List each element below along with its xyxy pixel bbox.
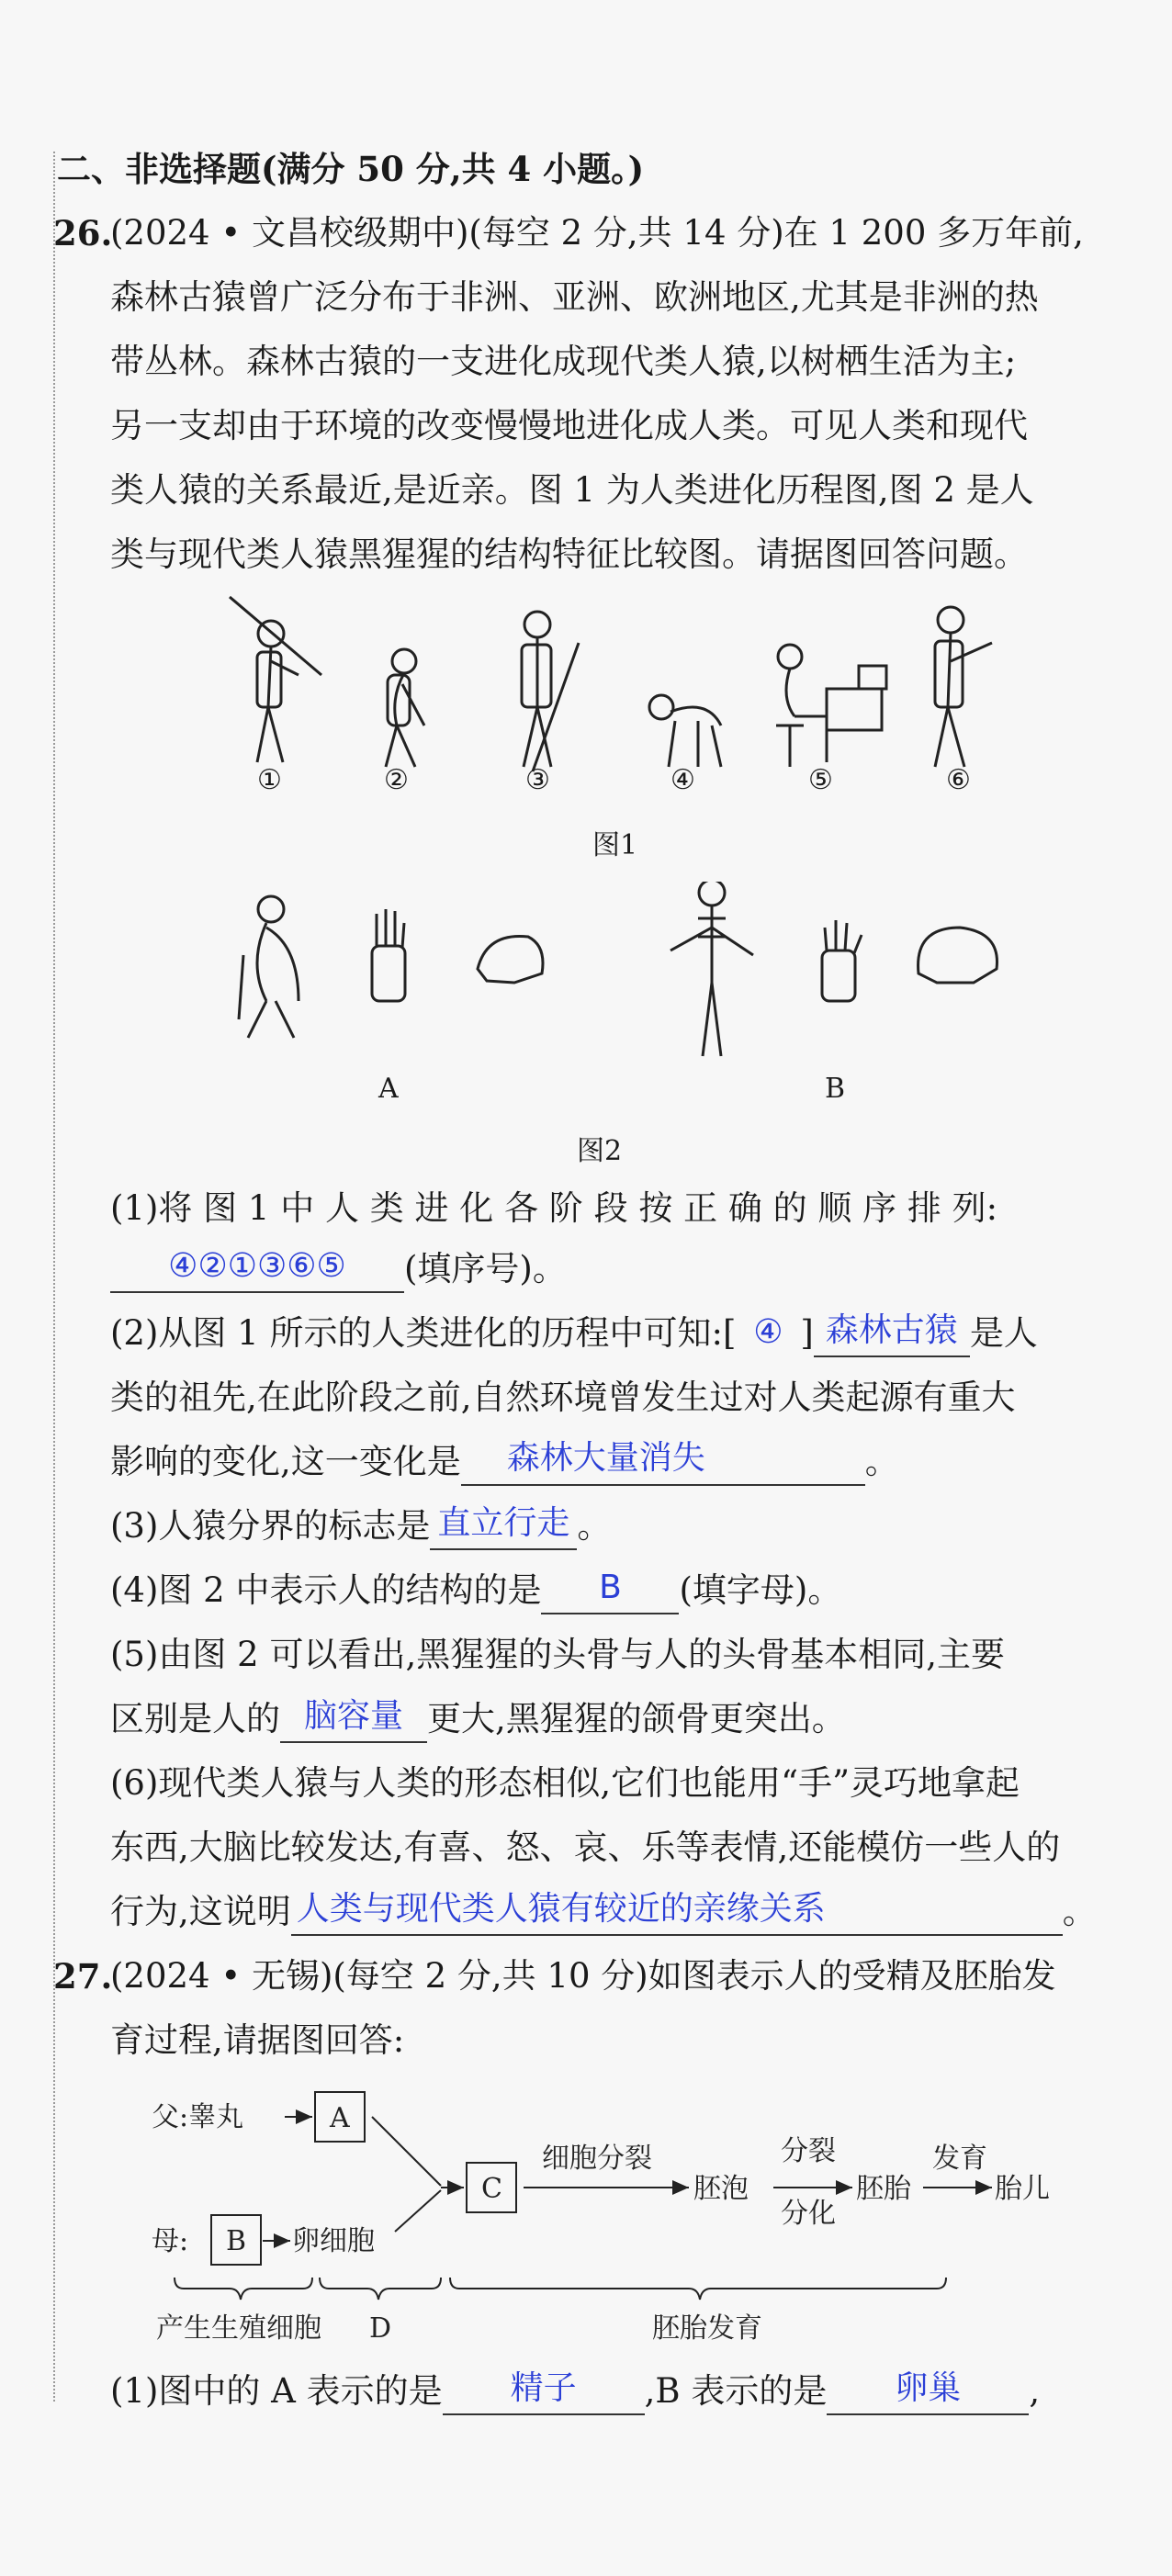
q26-sub4-pre: (4)图 2 中表示人的结构的是 [110, 1570, 542, 1610]
fig2-label-b: B [825, 1073, 846, 1105]
q26-sub1-blank[interactable] [110, 1249, 404, 1293]
brace-embryo-development: 胚胎发育 [652, 2312, 762, 2345]
q26-sub2-line1 [110, 1310, 1038, 1357]
fig1-label-6: ⑥ [946, 764, 971, 796]
q26-sub1-answer: ④②①③⑥⑤ [168, 1247, 346, 1285]
q26-sub6-post: 。 [1062, 1892, 1097, 1931]
q26-sub6-answer: 人类与现代类人猿有较近的亲缘关系 [296, 1890, 826, 1928]
fig1-label-4: ④ [671, 764, 695, 796]
q26-line-5: 类人猿的关系最近,是近亲。图 1 为人类进化历程图,图 2 是人 [110, 470, 1034, 510]
chimp-skull-icon [478, 936, 543, 983]
q26-sub2-pre: (2)从图 1 所示的人类进化的历程中可知:[ [110, 1313, 737, 1353]
chimp-skeleton-icon [239, 896, 299, 1038]
q26-sub3-post: 。 [577, 1506, 612, 1546]
q26-sub2-blank-num[interactable] [736, 1315, 800, 1357]
q26-sub2-blank-name[interactable] [814, 1313, 970, 1357]
q27-sub1-mid: ,B 表示的是 [644, 2371, 828, 2411]
q26-sub3 [110, 1502, 611, 1550]
human-figure-4-icon [649, 695, 721, 767]
q26-sub1-tail: (填序号)。 [404, 1249, 567, 1288]
q26-sub2-line3-pre: 影响的变化,这一变化是 [110, 1442, 461, 1481]
father-label: 父:睾丸 [152, 2101, 244, 2133]
fig1-label-2: ② [384, 764, 409, 796]
figure-1-evolution [184, 588, 1010, 808]
q26-sub2-line3 [110, 1438, 899, 1486]
q26-sub2-line3-post: 。 [864, 1442, 899, 1481]
human-figure-5-icon [776, 645, 886, 767]
step-develop: 发育 [932, 2143, 987, 2175]
step-cell-division: 细胞分裂 [542, 2143, 652, 2175]
q26-sub4-answer: B [599, 1569, 622, 1606]
box-a-label: A [330, 2102, 350, 2134]
brace-produce-gametes: 产生生殖细胞 [156, 2312, 321, 2345]
box-b-label: B [226, 2225, 247, 2257]
q26-sub6-line2: 东西,大脑比较发达,有喜、怒、哀、乐等表情,还能模仿一些人的 [110, 1828, 1061, 1867]
q27-sub1-answer-a: 精子 [510, 2369, 577, 2407]
q26-sub5-pre: 区别是人的 [110, 1699, 280, 1738]
q26-sub6-blank[interactable] [291, 1892, 1063, 1936]
q26-sub6-line3 [110, 1888, 1097, 1936]
q26-sub6-pre: 行为,这说明 [110, 1892, 291, 1931]
q26-sub2-answer-name: 森林古猿 [825, 1311, 958, 1349]
question-27-number: 27. [53, 1956, 113, 1997]
embryo-label: 胚胎 [856, 2173, 911, 2205]
q26-sub5-blank[interactable] [280, 1699, 427, 1743]
q26-line-6: 类与现代类人猿黑猩猩的结构特征比较图。请据图回答问题。 [110, 534, 1028, 574]
human-hand-icon [822, 920, 862, 1001]
q26-sub4 [110, 1567, 841, 1614]
chimp-hand-icon [372, 909, 405, 1001]
q27-line-1: (2024 • 无锡)(每空 2 分,共 10 分)如图表示人的受精及胚胎发 [110, 1956, 1056, 1996]
q26-line-1: (2024 • 文昌校级期中)(每空 2 分,共 14 分)在 1 200 多万年前, [110, 213, 1084, 253]
q26-sub2-line2: 类的祖先,在此阶段之前,自然环境曾发生过对人类起源有重大 [110, 1378, 1016, 1417]
margin-dotted-line [53, 152, 57, 2402]
human-skeleton-icon [671, 882, 753, 1056]
fig1-label-3: ③ [525, 764, 550, 796]
brace-d: D [369, 2312, 392, 2345]
q26-sub2-answer-change: 森林大量消失 [506, 1439, 705, 1477]
q26-sub2-answer-num: ④ [753, 1313, 783, 1351]
fig2-label-a: A [378, 1073, 399, 1105]
q26-sub5-post: 更大,黑猩猩的颌骨更突出。 [427, 1699, 846, 1738]
q26-sub1-line2 [110, 1245, 567, 1293]
step-split: 分裂 [781, 2135, 836, 2167]
step-differentiate: 分化 [781, 2198, 836, 2230]
figure-2-comparison [211, 882, 1038, 1084]
fetus-label: 胎儿 [995, 2173, 1050, 2205]
section-title: 二、非选择题(满分 50 分,共 4 小题。) [57, 149, 645, 189]
fig1-caption: 图1 [592, 829, 638, 861]
q26-sub4-blank[interactable] [541, 1570, 679, 1614]
q26-sub6-line1: (6)现代类人猿与人类的形态相似,它们也能用“手”灵巧地拿起 [110, 1763, 1020, 1803]
q26-sub4-post: (填字母)。 [679, 1570, 842, 1610]
question-26-number: 26. [53, 213, 113, 253]
q26-line-2: 森林古猿曾广泛分布于非洲、亚洲、欧洲地区,尤其是非洲的热 [110, 277, 1039, 317]
q26-sub5-line1: (5)由图 2 可以看出,黑猩猩的头骨与人的头骨基本相同,主要 [110, 1635, 1005, 1674]
fig2-caption: 图2 [577, 1135, 623, 1167]
fig1-label-1: ① [257, 764, 282, 796]
fertilization-diagram [138, 2075, 1075, 2351]
q26-line-4: 另一支却由于环境的改变慢慢地进化成人类。可见人类和现代 [110, 406, 1028, 445]
egg-label: 卵细胞 [292, 2225, 375, 2257]
fig1-label-5: ⑤ [808, 764, 833, 796]
q26-line-3: 带丛林。森林古猿的一支进化成现代类人猿,以树栖生活为主; [110, 342, 1017, 381]
q27-sub1-pre: (1)图中的 A 表示的是 [110, 2371, 443, 2411]
q27-line-2: 育过程,请据图回答: [110, 2020, 405, 2060]
q27-sub1-blank-b[interactable] [827, 2371, 1029, 2415]
q26-sub5-answer: 脑容量 [303, 1697, 403, 1735]
q26-sub3-answer: 直立行走 [437, 1504, 570, 1542]
q26-sub2-post: 是人 [969, 1313, 1038, 1353]
human-figure-6-icon [935, 607, 992, 767]
q27-sub1 [110, 2368, 1040, 2415]
q26-sub2-blank-change[interactable] [461, 1439, 865, 1486]
human-skull-icon [918, 928, 997, 983]
human-figure-3-icon [522, 612, 579, 771]
q26-sub3-pre: (3)人猿分界的标志是 [110, 1506, 431, 1546]
q27-sub1-blank-a[interactable] [443, 2371, 645, 2415]
q27-sub1-answer-b: 卵巢 [895, 2369, 962, 2407]
q27-sub1-post: , [1029, 2371, 1041, 2411]
q26-sub1-line1: (1)将 图 1 中 人 类 进 化 各 阶 段 按 正 确 的 顺 序 排 列: [110, 1188, 998, 1228]
blastocyst-label: 胚泡 [693, 2173, 749, 2205]
q26-sub3-blank[interactable] [430, 1506, 577, 1550]
mother-label: 母: [152, 2225, 189, 2257]
q26-sub2-mid: ] [800, 1313, 814, 1353]
human-figure-1-icon [230, 597, 321, 762]
human-figure-2-icon [386, 649, 424, 767]
box-c-label: C [481, 2173, 502, 2205]
q26-sub5-line2 [110, 1695, 846, 1743]
